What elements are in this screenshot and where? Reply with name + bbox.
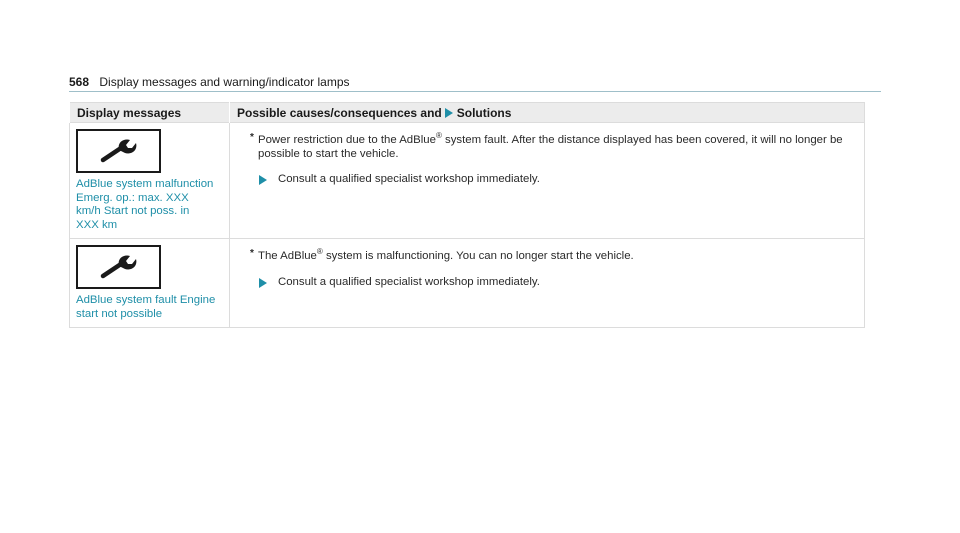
- message-cell: [70, 123, 230, 239]
- wrench-icon: [76, 245, 161, 289]
- page-number: 568: [69, 75, 90, 89]
- cause-text: * Power restriction due to the AdBlue® system fault. After the distance displayed has been covered, it will no longer be possible to start the vehicle.: [250, 131, 843, 160]
- solution-step: Consult a qualified specialist workshop immediately.: [250, 276, 856, 290]
- section-title: Display messages and warning/indicator lamps: [99, 75, 350, 89]
- solution-step: Consult a qualified specialist workshop immediately.: [250, 173, 856, 187]
- col-header-causes: Possible causes/consequences and: [237, 105, 442, 120]
- asterisk-marker: *: [250, 132, 254, 143]
- arrow-right-icon: [445, 108, 453, 118]
- arrow-right-icon: [259, 175, 267, 185]
- table-row: [70, 123, 865, 239]
- cause-solution-cell: [230, 123, 865, 239]
- col-header-display-messages: Display messages: [70, 103, 230, 123]
- arrow-right-icon: [259, 278, 267, 288]
- wrench-icon: [76, 129, 161, 173]
- col-header-causes-solutions: [230, 103, 865, 123]
- cause-solution-cell: [230, 239, 865, 328]
- page-header: [69, 75, 881, 92]
- table-row: [70, 239, 865, 328]
- table-header-row: [70, 103, 865, 123]
- display-messages-table: [69, 102, 865, 328]
- message-cell: [70, 239, 230, 328]
- cause-text: * The AdBlue® system is malfunctioning. You can no longer start the vehicle.: [250, 247, 634, 262]
- asterisk-marker: *: [250, 248, 254, 259]
- display-message-text: AdBlue system malfunction Emerg. op.: max. XXX km/h Start not poss. in XXX km: [76, 178, 214, 231]
- col-header-solutions: Solutions: [456, 105, 512, 120]
- display-message-text: AdBlue system fault Engine start not possible: [76, 294, 216, 320]
